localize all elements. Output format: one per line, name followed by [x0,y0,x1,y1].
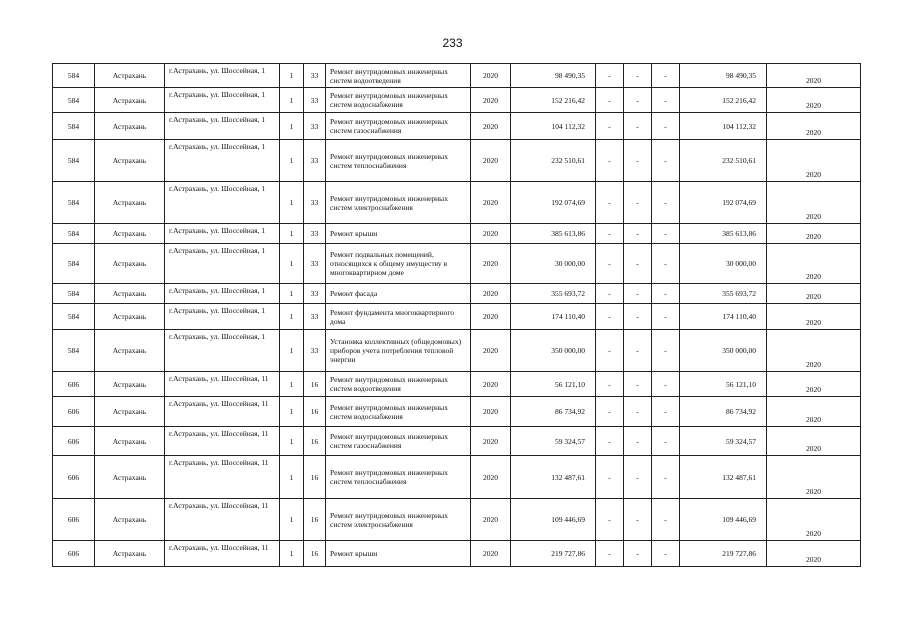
total-cell: 350 000,00 [680,330,767,372]
cost-cell: 86 734,92 [511,397,596,427]
end-year-cell: 2020 [767,284,861,304]
year-cell: 2020 [471,284,511,304]
row-id: 584 [53,64,95,88]
floors-cell: 33 [304,113,326,140]
floors-cell: 16 [304,372,326,397]
address-cell: г.Астрахань, ул. Шоссейная, 1 [165,244,280,284]
cost-cell: 104 112,32 [511,113,596,140]
address-cell: г.Астрахань, ул. Шоссейная, 1 [165,284,280,304]
table-row [53,499,861,541]
cost-cell: 355 693,72 [511,284,596,304]
table-row [53,64,861,88]
end-year-cell: 2020 [767,541,861,567]
entrances-cell: 1 [280,182,304,224]
page-number: 233 [442,36,463,50]
cost-cell: 219 727,86 [511,541,596,567]
cost-cell: 192 074,69 [511,182,596,224]
city-cell: Астрахань [95,541,165,567]
dash-cell: - [624,397,652,427]
city-cell: Астрахань [95,304,165,330]
address-cell: г.Астрахань, ул. Шоссейная, 1 [165,88,280,113]
dash-cell: - [652,427,680,456]
dash-cell: - [624,304,652,330]
end-year-cell: 2020 [767,397,861,427]
work-type-cell: Ремонт внутридомовых инженерных систем водоотведения [326,372,471,397]
dash-cell: - [652,113,680,140]
total-cell: 192 074,69 [680,182,767,224]
capital-repair-table [52,63,861,567]
total-cell: 174 110,40 [680,304,767,330]
dash-cell: - [652,304,680,330]
cost-cell: 174 110,40 [511,304,596,330]
total-cell: 385 613,86 [680,224,767,244]
cost-cell: 152 216,42 [511,88,596,113]
dash-cell: - [624,330,652,372]
dash-cell: - [652,372,680,397]
row-id: 584 [53,284,95,304]
work-type-cell: Ремонт внутридомовых инженерных систем электроснабжения [326,499,471,541]
floors-cell: 33 [304,284,326,304]
address-cell: г.Астрахань, ул. Шоссейная, 11 [165,541,280,567]
total-cell: 86 734,92 [680,397,767,427]
total-cell: 104 112,32 [680,113,767,140]
floors-cell: 33 [304,140,326,182]
entrances-cell: 1 [280,140,304,182]
end-year-cell: 2020 [767,304,861,330]
dash-cell: - [596,113,624,140]
year-cell: 2020 [471,244,511,284]
cost-cell: 232 510,61 [511,140,596,182]
dash-cell: - [652,88,680,113]
year-cell: 2020 [471,456,511,499]
end-year-cell: 2020 [767,88,861,113]
year-cell: 2020 [471,499,511,541]
dash-cell: - [624,64,652,88]
address-cell: г.Астрахань, ул. Шоссейная, 1 [165,140,280,182]
work-type-cell: Ремонт внутридомовых инженерных систем газоснабжения [326,113,471,140]
dash-cell: - [624,140,652,182]
dash-cell: - [624,456,652,499]
row-id: 584 [53,140,95,182]
entrances-cell: 1 [280,427,304,456]
work-type-cell: Ремонт внутридомовых инженерных систем водоотведения [326,64,471,88]
address-cell: г.Астрахань, ул. Шоссейная, 1 [165,182,280,224]
dash-cell: - [652,284,680,304]
dash-cell: - [652,64,680,88]
row-id: 584 [53,113,95,140]
table-row [53,397,861,427]
dash-cell: - [624,499,652,541]
table-body [53,64,861,567]
end-year-cell: 2020 [767,244,861,284]
dash-cell: - [652,397,680,427]
dash-cell: - [652,499,680,541]
dash-cell: - [624,427,652,456]
entrances-cell: 1 [280,397,304,427]
row-id: 584 [53,244,95,284]
end-year-cell: 2020 [767,372,861,397]
city-cell: Астрахань [95,427,165,456]
dash-cell: - [596,541,624,567]
dash-cell: - [624,182,652,224]
dash-cell: - [596,88,624,113]
city-cell: Астрахань [95,88,165,113]
address-cell: г.Астрахань, ул. Шоссейная, 1 [165,304,280,330]
dash-cell: - [596,182,624,224]
table-row [53,224,861,244]
dash-cell: - [596,499,624,541]
city-cell: Астрахань [95,456,165,499]
table-row [53,456,861,499]
work-type-cell: Ремонт крыши [326,224,471,244]
table-row [53,88,861,113]
cost-cell: 385 613,86 [511,224,596,244]
floors-cell: 33 [304,64,326,88]
year-cell: 2020 [471,140,511,182]
work-type-cell: Ремонт внутридомовых инженерных систем электроснабжения [326,182,471,224]
floors-cell: 16 [304,541,326,567]
table-row [53,372,861,397]
cost-cell: 30 000,00 [511,244,596,284]
end-year-cell: 2020 [767,182,861,224]
address-cell: г.Астрахань, ул. Шоссейная, 1 [165,330,280,372]
dash-cell: - [624,284,652,304]
year-cell: 2020 [471,64,511,88]
end-year-cell: 2020 [767,330,861,372]
dash-cell: - [652,140,680,182]
work-type-cell: Ремонт фасада [326,284,471,304]
city-cell: Астрахань [95,113,165,140]
year-cell: 2020 [471,182,511,224]
row-id: 584 [53,182,95,224]
end-year-cell: 2020 [767,64,861,88]
cost-cell: 56 121,10 [511,372,596,397]
entrances-cell: 1 [280,330,304,372]
row-id: 606 [53,541,95,567]
address-cell: г.Астрахань, ул. Шоссейная, 11 [165,372,280,397]
city-cell: Астрахань [95,140,165,182]
dash-cell: - [624,113,652,140]
year-cell: 2020 [471,372,511,397]
dash-cell: - [652,182,680,224]
dash-cell: - [596,397,624,427]
cost-cell: 132 487,61 [511,456,596,499]
entrances-cell: 1 [280,224,304,244]
row-id: 584 [53,304,95,330]
cost-cell: 350 000,00 [511,330,596,372]
dash-cell: - [596,427,624,456]
total-cell: 98 490,35 [680,64,767,88]
dash-cell: - [624,244,652,284]
year-cell: 2020 [471,88,511,113]
year-cell: 2020 [471,330,511,372]
row-id: 584 [53,330,95,372]
dash-cell: - [624,224,652,244]
dash-cell: - [652,224,680,244]
dash-cell: - [596,372,624,397]
city-cell: Астрахань [95,64,165,88]
floors-cell: 33 [304,304,326,330]
city-cell: Астрахань [95,244,165,284]
table-row [53,330,861,372]
floors-cell: 33 [304,224,326,244]
work-type-cell: Ремонт фундамента многоквартирного дома [326,304,471,330]
dash-cell: - [652,330,680,372]
dash-cell: - [624,541,652,567]
dash-cell: - [596,304,624,330]
work-type-cell: Ремонт крыши [326,541,471,567]
row-id: 606 [53,456,95,499]
year-cell: 2020 [471,224,511,244]
entrances-cell: 1 [280,499,304,541]
row-id: 606 [53,427,95,456]
end-year-cell: 2020 [767,140,861,182]
work-type-cell: Установка коллективных (общедомовых) приборов учета потребления тепловой энергии [326,330,471,372]
entrances-cell: 1 [280,372,304,397]
end-year-cell: 2020 [767,113,861,140]
cost-cell: 109 446,69 [511,499,596,541]
work-type-cell: Ремонт внутридомовых инженерных систем водоснабжения [326,88,471,113]
dash-cell: - [596,140,624,182]
table-row [53,140,861,182]
entrances-cell: 1 [280,64,304,88]
row-id: 584 [53,88,95,113]
total-cell: 219 727,86 [680,541,767,567]
city-cell: Астрахань [95,224,165,244]
dash-cell: - [652,541,680,567]
dash-cell: - [652,244,680,284]
floors-cell: 16 [304,427,326,456]
work-type-cell: Ремонт внутридомовых инженерных систем теплоснабжения [326,456,471,499]
entrances-cell: 1 [280,88,304,113]
dash-cell: - [652,456,680,499]
end-year-cell: 2020 [767,427,861,456]
floors-cell: 33 [304,182,326,224]
total-cell: 109 446,69 [680,499,767,541]
total-cell: 30 000,00 [680,244,767,284]
year-cell: 2020 [471,541,511,567]
floors-cell: 33 [304,330,326,372]
entrances-cell: 1 [280,113,304,140]
cost-cell: 98 490,35 [511,64,596,88]
dash-cell: - [596,224,624,244]
year-cell: 2020 [471,427,511,456]
total-cell: 152 216,42 [680,88,767,113]
dash-cell: - [596,284,624,304]
dash-cell: - [624,372,652,397]
table-row [53,182,861,224]
address-cell: г.Астрахань, ул. Шоссейная, 11 [165,499,280,541]
city-cell: Астрахань [95,372,165,397]
row-id: 606 [53,397,95,427]
work-type-cell: Ремонт подвальных помещений, относящихся к общему имуществу в многоквартирном доме [326,244,471,284]
entrances-cell: 1 [280,284,304,304]
address-cell: г.Астрахань, ул. Шоссейная, 1 [165,224,280,244]
address-cell: г.Астрахань, ул. Шоссейная, 11 [165,456,280,499]
work-type-cell: Ремонт внутридомовых инженерных систем газоснабжения [326,427,471,456]
city-cell: Астрахань [95,330,165,372]
table-row [53,427,861,456]
total-cell: 132 487,61 [680,456,767,499]
table-row [53,244,861,284]
table-row [53,284,861,304]
address-cell: г.Астрахань, ул. Шоссейная, 1 [165,113,280,140]
cost-cell: 59 324,57 [511,427,596,456]
table-row [53,304,861,330]
dash-cell: - [596,330,624,372]
table-row [53,541,861,567]
row-id: 606 [53,499,95,541]
city-cell: Астрахань [95,182,165,224]
entrances-cell: 1 [280,456,304,499]
address-cell: г.Астрахань, ул. Шоссейная, 11 [165,427,280,456]
work-type-cell: Ремонт внутридомовых инженерных систем теплоснабжения [326,140,471,182]
dash-cell: - [596,244,624,284]
floors-cell: 16 [304,397,326,427]
row-id: 606 [53,372,95,397]
dash-cell: - [596,64,624,88]
year-cell: 2020 [471,113,511,140]
dash-cell: - [596,456,624,499]
table-row [53,113,861,140]
entrances-cell: 1 [280,541,304,567]
total-cell: 56 121,10 [680,372,767,397]
total-cell: 59 324,57 [680,427,767,456]
address-cell: г.Астрахань, ул. Шоссейная, 1 [165,64,280,88]
dash-cell: - [624,88,652,113]
total-cell: 232 510,61 [680,140,767,182]
year-cell: 2020 [471,397,511,427]
end-year-cell: 2020 [767,224,861,244]
city-cell: Астрахань [95,397,165,427]
floors-cell: 16 [304,499,326,541]
total-cell: 355 693,72 [680,284,767,304]
address-cell: г.Астрахань, ул. Шоссейная, 11 [165,397,280,427]
end-year-cell: 2020 [767,499,861,541]
year-cell: 2020 [471,304,511,330]
entrances-cell: 1 [280,244,304,284]
entrances-cell: 1 [280,304,304,330]
end-year-cell: 2020 [767,456,861,499]
work-type-cell: Ремонт внутридомовых инженерных систем водоснабжения [326,397,471,427]
city-cell: Астрахань [95,499,165,541]
floors-cell: 33 [304,244,326,284]
city-cell: Астрахань [95,284,165,304]
floors-cell: 33 [304,88,326,113]
floors-cell: 16 [304,456,326,499]
row-id: 584 [53,224,95,244]
